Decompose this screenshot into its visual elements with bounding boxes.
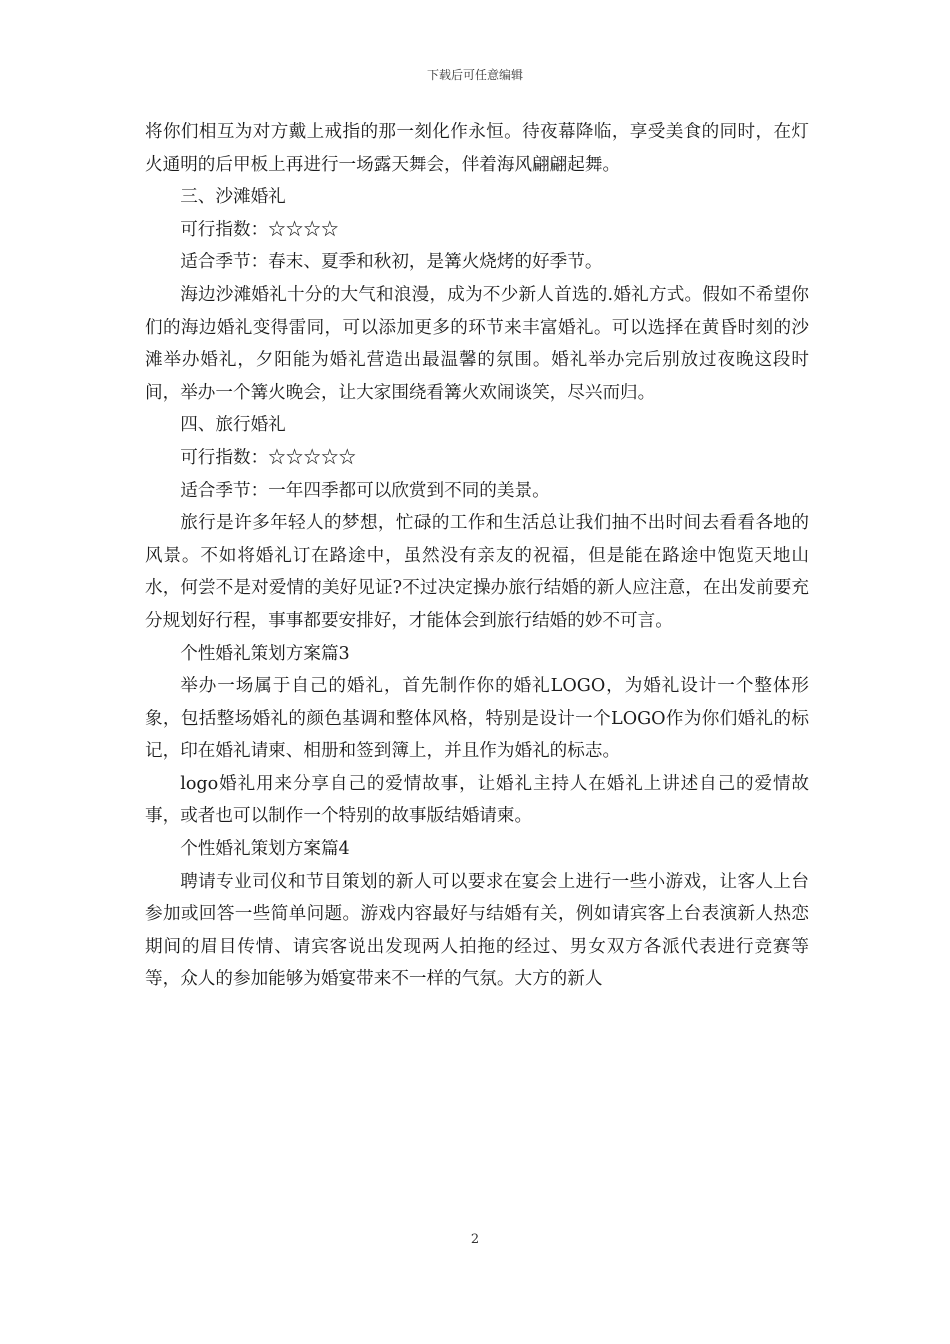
section-heading-travel-wedding: 四、旅行婚礼 [180,415,286,436]
section-heading-plan-3: 个性婚礼策划方案篇3 [180,643,350,664]
paragraph-yacht-ending: 将你们相互为对方戴上戒指的那一刻化作永恒。待夜幕降临，享受美食的同时，在灯火通明的后甲板上再进行一场露天舞会，伴着海风翩翩起舞。 [145,122,809,175]
beach-feasibility-rating: 可行指数：☆☆☆☆ [180,219,339,240]
page-header: 下载后可任意编辑 [426,68,523,82]
travel-feasibility-rating: 可行指数：☆☆☆☆☆ [180,447,357,468]
paragraph-travel-description: 旅行是许多年轻人的梦想，忙碌的工作和生活总让我们抽不出时间去看看各地的风景。不如将婚礼订在路途中，虽然没有亲友的祝福，但是能在路途中饱览天地山水，何尝不是对爱情的美好见证?不过决定操办旅行结婚的新人应注意，在出发前要充分规划好行程，事事都要安排好，才能体会到旅行结婚的妙不可言。 [145,513,809,631]
paragraph-beach-description: 海边沙滩婚礼十分的大气和浪漫，成为不少新人首选的.婚礼方式。假如不希望你们的海边婚礼变得雷同，可以添加更多的环节来丰富婚礼。可以选择在黄昏时刻的沙滩举办婚礼，夕阳能为婚礼营造出最温馨的氛围。婚礼举办完后别放过夜晚这段时间，举办一个篝火晚会，让大家围绕看篝火欢闹谈笑，尽兴而归。 [145,284,809,403]
section-heading-beach-wedding: 三、沙滩婚礼 [180,187,286,208]
paragraph-logo-wedding: 举办一场属于自己的婚礼，首先制作你的婚礼LOGO，为婚礼设计一个整体形象，包括整场婚礼的颜色基调和整体风格，特别是设计一个LOGO作为你们婚礼的标记，印在婚礼请柬、相册和签到簿上，并且作为婚礼的标志。 [145,676,809,762]
document-body [145,116,809,996]
page-number: 2 [470,1232,480,1247]
beach-suitable-season: 适合季节：春末、夏季和秋初，是篝火烧烤的好季节。 [180,252,603,273]
paragraph-logo-story: logo婚礼用来分享自己的爱情故事，让婚礼主持人在婚礼上讲述自己的爱情故事，或者也可以制作一个特别的故事版结婚请柬。 [145,773,809,827]
section-heading-plan-4: 个性婚礼策划方案篇4 [180,839,350,860]
paragraph-games: 聘请专业司仪和节目策划的新人可以要求在宴会上进行一些小游戏，让客人上台参加或回答一些简单问题。游戏内容最好与结婚有关，例如请宾客上台表演新人热恋期间的眉目传情、请宾客说出发现两人拍拖的经过、男女双方各派代表进行竞赛等等，众人的参加能够为婚宴带来不一样的气氛。大方的新人 [145,871,809,990]
travel-suitable-season: 适合季节：一年四季都可以欣赏到不同的美景。 [180,480,550,501]
